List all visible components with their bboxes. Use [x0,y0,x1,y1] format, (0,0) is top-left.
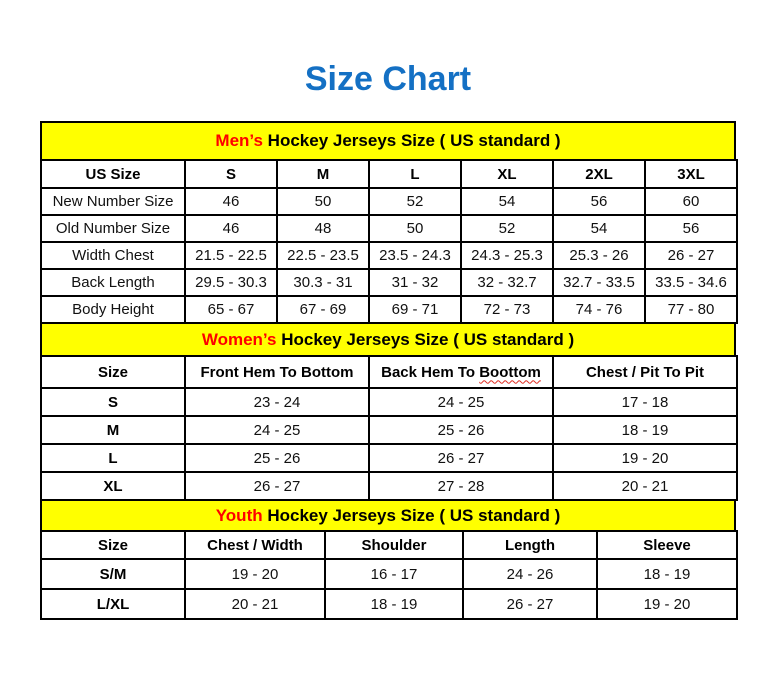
data-cell: 32.7 - 33.5 [553,269,645,296]
youth-highlight: Youth [215,505,263,525]
data-cell: 60 [645,188,737,215]
column-header-cell: US Size [41,160,185,188]
data-cell: 20 - 21 [185,589,325,619]
row-label-cell: New Number Size [41,188,185,215]
data-cell: 56 [553,188,645,215]
womens-size-table [40,355,738,501]
data-cell: 72 - 73 [461,296,553,323]
data-cell: 29.5 - 30.3 [185,269,277,296]
data-cell: 18 - 19 [553,416,737,444]
column-header-cell: M [277,160,369,188]
data-cell: 52 [369,188,461,215]
data-cell: 46 [185,215,277,242]
data-cell: 65 - 67 [185,296,277,323]
data-cell: 22.5 - 23.5 [277,242,369,269]
data-cell: 27 - 28 [369,472,553,500]
data-cell: 77 - 80 [645,296,737,323]
column-header-cell: L [369,160,461,188]
column-header-cell: XL [461,160,553,188]
data-cell: 23.5 - 24.3 [369,242,461,269]
column-header-cell: Length [463,531,597,559]
row-label-cell: S [41,388,185,416]
data-cell: 25 - 26 [185,444,369,472]
womens-section-banner [40,324,736,355]
column-header-cell: S [185,160,277,188]
data-cell: 50 [369,215,461,242]
table-row [41,444,737,472]
womens-header-row [41,356,737,388]
data-cell: 19 - 20 [553,444,737,472]
data-cell: 19 - 20 [185,559,325,589]
size-chart [40,121,736,620]
column-header-text: Back Hem To [381,363,480,381]
table-row [41,416,737,444]
page-title: Size Chart [304,60,472,98]
youth-header-row [41,531,737,559]
youth-banner-text: Hockey Jerseys Size ( US standard ) [262,505,561,525]
column-header-cell: Shoulder [325,531,463,559]
data-cell: 26 - 27 [645,242,737,269]
data-cell: 24 - 25 [369,388,553,416]
womens-banner-text: Hockey Jerseys Size ( US standard ) [276,329,575,349]
column-header-cell: Size [41,531,185,559]
mens-highlight: Men’s [215,131,263,150]
data-cell: 30.3 - 31 [277,269,369,296]
row-label-cell: L/XL [41,589,185,619]
data-cell: 74 - 76 [553,296,645,323]
data-cell: 54 [461,188,553,215]
row-label-cell: Width Chest [41,242,185,269]
column-header-cell: Front Hem To Bottom [185,356,369,388]
data-cell: 25.3 - 26 [553,242,645,269]
row-label-cell: Old Number Size [41,215,185,242]
mens-section-banner [40,121,736,159]
data-cell: 19 - 20 [597,589,737,619]
data-cell: 18 - 19 [325,589,463,619]
data-cell: 25 - 26 [369,416,553,444]
data-cell: 24 - 25 [185,416,369,444]
table-row [41,269,737,296]
data-cell: 26 - 27 [463,589,597,619]
column-header-cell: 3XL [645,160,737,188]
data-cell: 16 - 17 [325,559,463,589]
data-cell: 18 - 19 [597,559,737,589]
data-cell: 31 - 32 [369,269,461,296]
data-cell: 48 [277,215,369,242]
data-cell: 69 - 71 [369,296,461,323]
data-cell: 46 [185,188,277,215]
data-cell: 52 [461,215,553,242]
table-row [41,215,737,242]
youth-size-table [40,530,738,620]
data-cell: 26 - 27 [185,472,369,500]
data-cell: 56 [645,215,737,242]
mens-header-row [41,160,737,188]
data-cell: 21.5 - 22.5 [185,242,277,269]
data-cell: 24.3 - 25.3 [461,242,553,269]
data-cell: 23 - 24 [185,388,369,416]
row-label-cell: L [41,444,185,472]
row-label-cell: M [41,416,185,444]
row-label-cell: Body Height [41,296,185,323]
misspelled-word-boottom: Boottom [479,363,541,381]
column-header-cell: 2XL [553,160,645,188]
row-label-cell: Back Length [41,269,185,296]
youth-section-banner [40,501,736,530]
table-row [41,559,737,589]
data-cell: 20 - 21 [553,472,737,500]
data-cell: 32 - 32.7 [461,269,553,296]
data-cell: 24 - 26 [463,559,597,589]
table-row [41,242,737,269]
table-row [41,472,737,500]
table-row [41,388,737,416]
data-cell: 17 - 18 [553,388,737,416]
row-label-cell: XL [41,472,185,500]
mens-size-table [40,159,738,324]
data-cell: 54 [553,215,645,242]
column-header-cell: Size [41,356,185,388]
data-cell: 50 [277,188,369,215]
data-cell: 67 - 69 [277,296,369,323]
mens-banner-text: Hockey Jerseys Size ( US standard ) [262,131,561,150]
table-row [41,296,737,323]
column-header-cell: Sleeve [597,531,737,559]
column-header-cell [369,356,553,388]
data-cell: 26 - 27 [369,444,553,472]
womens-highlight: Women’s [201,329,277,349]
table-row [41,188,737,215]
column-header-cell: Chest / Pit To Pit [553,356,737,388]
table-row [41,589,737,619]
column-header-cell: Chest / Width [185,531,325,559]
row-label-cell: S/M [41,559,185,589]
data-cell: 33.5 - 34.6 [645,269,737,296]
